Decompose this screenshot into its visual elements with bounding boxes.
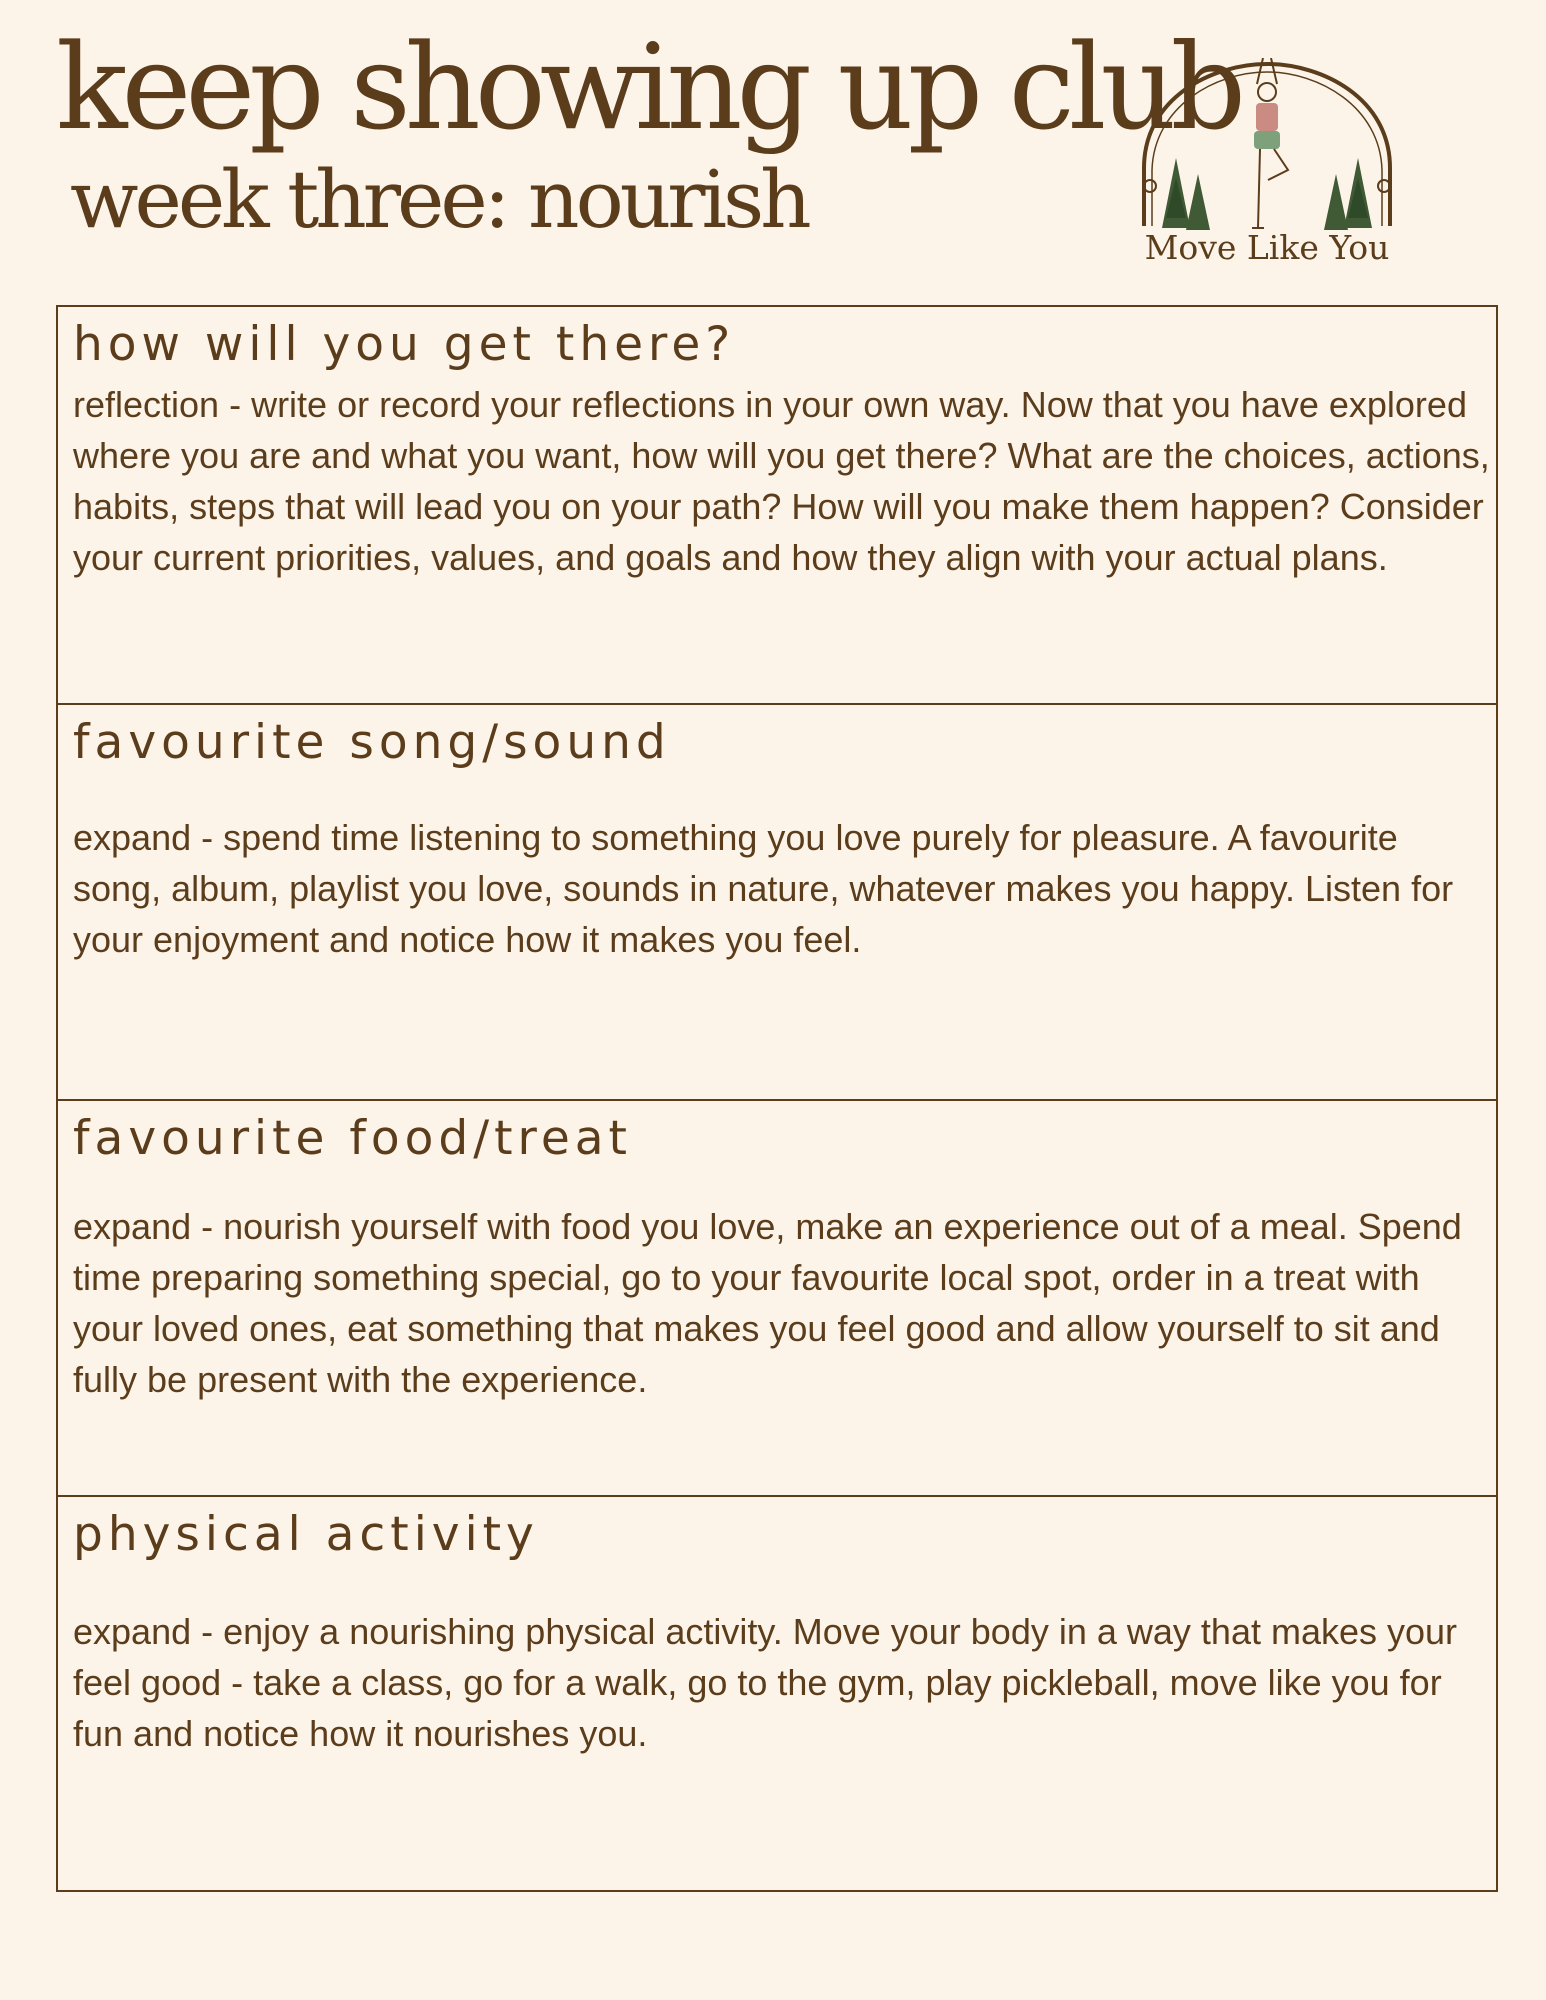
logo-text: Move Like You [1144, 228, 1390, 267]
section-physical-activity [58, 1495, 1496, 1891]
section-favourite-song-sound [58, 703, 1496, 1099]
section-body: expand - nourish yourself with food you love, make an experience out of a meal. Spend time preparing something special, go to your favourite local spot, order in a treat with your loved ones, eat something that makes you feel good and allow yourself to sit and fully be present with the experience. [73, 1206, 1462, 1400]
section-heading: physical activity [73, 1507, 539, 1562]
section-heading: favourite food/treat [73, 1111, 632, 1166]
section-body: reflection - write or record your reflections in your own way. Now that you have explored where you are and what you want, how will you get there? What are the choices, actions, habits, steps that will lead you on your path? How will you make them happen? Consider your current priorities, values, and goals and how they align with your actual plans. [73, 384, 1490, 578]
section-favourite-food-treat [58, 1099, 1496, 1495]
section-body: expand - enjoy a nourishing physical activity. Move your body in a way that makes your feel good - take a class, go for a walk, go to the gym, play pickleball, move like you for fun and notice how it nourishes you. [73, 1611, 1458, 1754]
section-body: expand - spend time listening to something you love purely for pleasure. A favourite song, album, playlist you love, sounds in nature, whatever makes you happy. Listen for your enjoyment and notice how it makes you feel. [73, 817, 1454, 960]
brand-logo [1132, 58, 1402, 278]
section-heading: favourite song/sound [73, 715, 671, 770]
section-heading: how will you get there? [73, 317, 736, 372]
page-title: keep showing up club [56, 18, 1240, 156]
journal-grid [56, 305, 1498, 1892]
yoga-tree-pose-logo-icon [1132, 58, 1402, 238]
section-how-will-you-get-there [58, 307, 1496, 703]
page-subtitle: week three: nourish [70, 153, 808, 246]
